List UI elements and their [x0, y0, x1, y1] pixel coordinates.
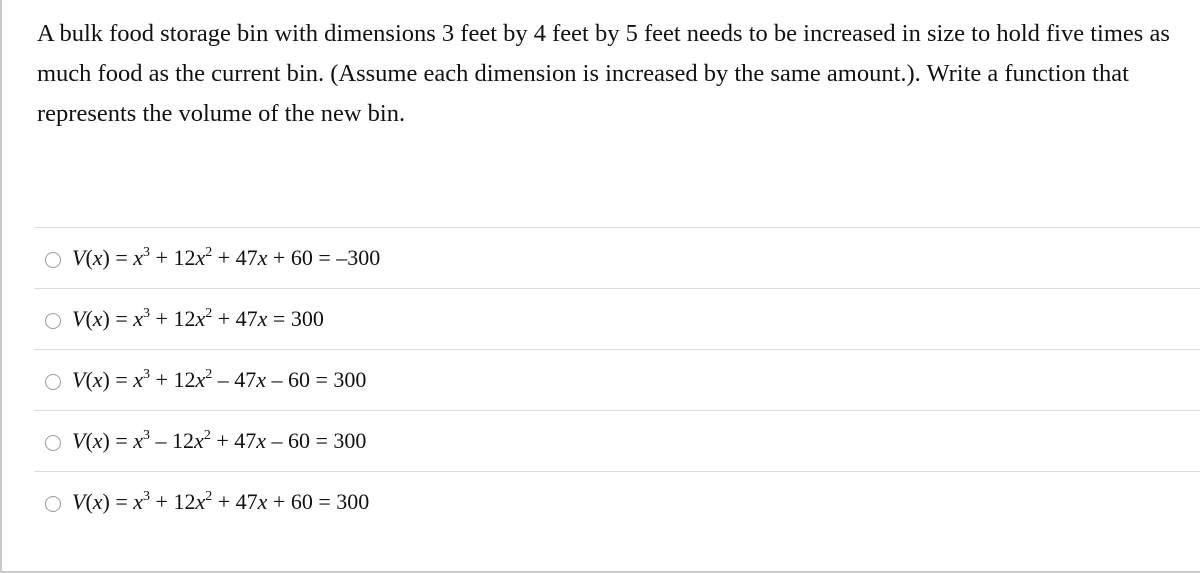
- choice-equation: $V(x) = x^3 + 12x^2 + 47x + 60 = 300$: [72, 489, 370, 514]
- answer-choices: [34, 227, 1200, 532]
- radio-button[interactable]: [45, 252, 61, 268]
- choice-row[interactable]: [34, 349, 1200, 410]
- choice-row[interactable]: [34, 227, 1200, 288]
- choice-row[interactable]: [34, 471, 1200, 532]
- choice-equation: $V(x) = x^3 + 12x^2 + 47x = 300$: [72, 306, 324, 331]
- radio-button[interactable]: [45, 435, 61, 451]
- question-text: A bulk food storage bin with dimensions 3 feet by 4 feet by 5 feet needs to be increased in size to hold five times as much food as the current bin. (Assume each dimension is increased by the same amount.). Write a function that represents the volume of the new bin.: [37, 20, 1170, 127]
- choice-row[interactable]: [34, 288, 1200, 349]
- radio-button[interactable]: [45, 374, 61, 390]
- radio-button[interactable]: [45, 496, 61, 512]
- choice-equation: $V(x) = x^3 + 12x^2 - 47x - 60 = 300$: [72, 367, 367, 392]
- choice-row[interactable]: [34, 410, 1200, 471]
- choice-equation: $V(x) = x^3 + 12x^2 + 47x + 60 = -300$: [72, 245, 381, 270]
- choice-equation: $V(x) = x^3 - 12x^2 + 47x - 60 = 300$: [72, 428, 367, 453]
- radio-button[interactable]: [45, 313, 61, 329]
